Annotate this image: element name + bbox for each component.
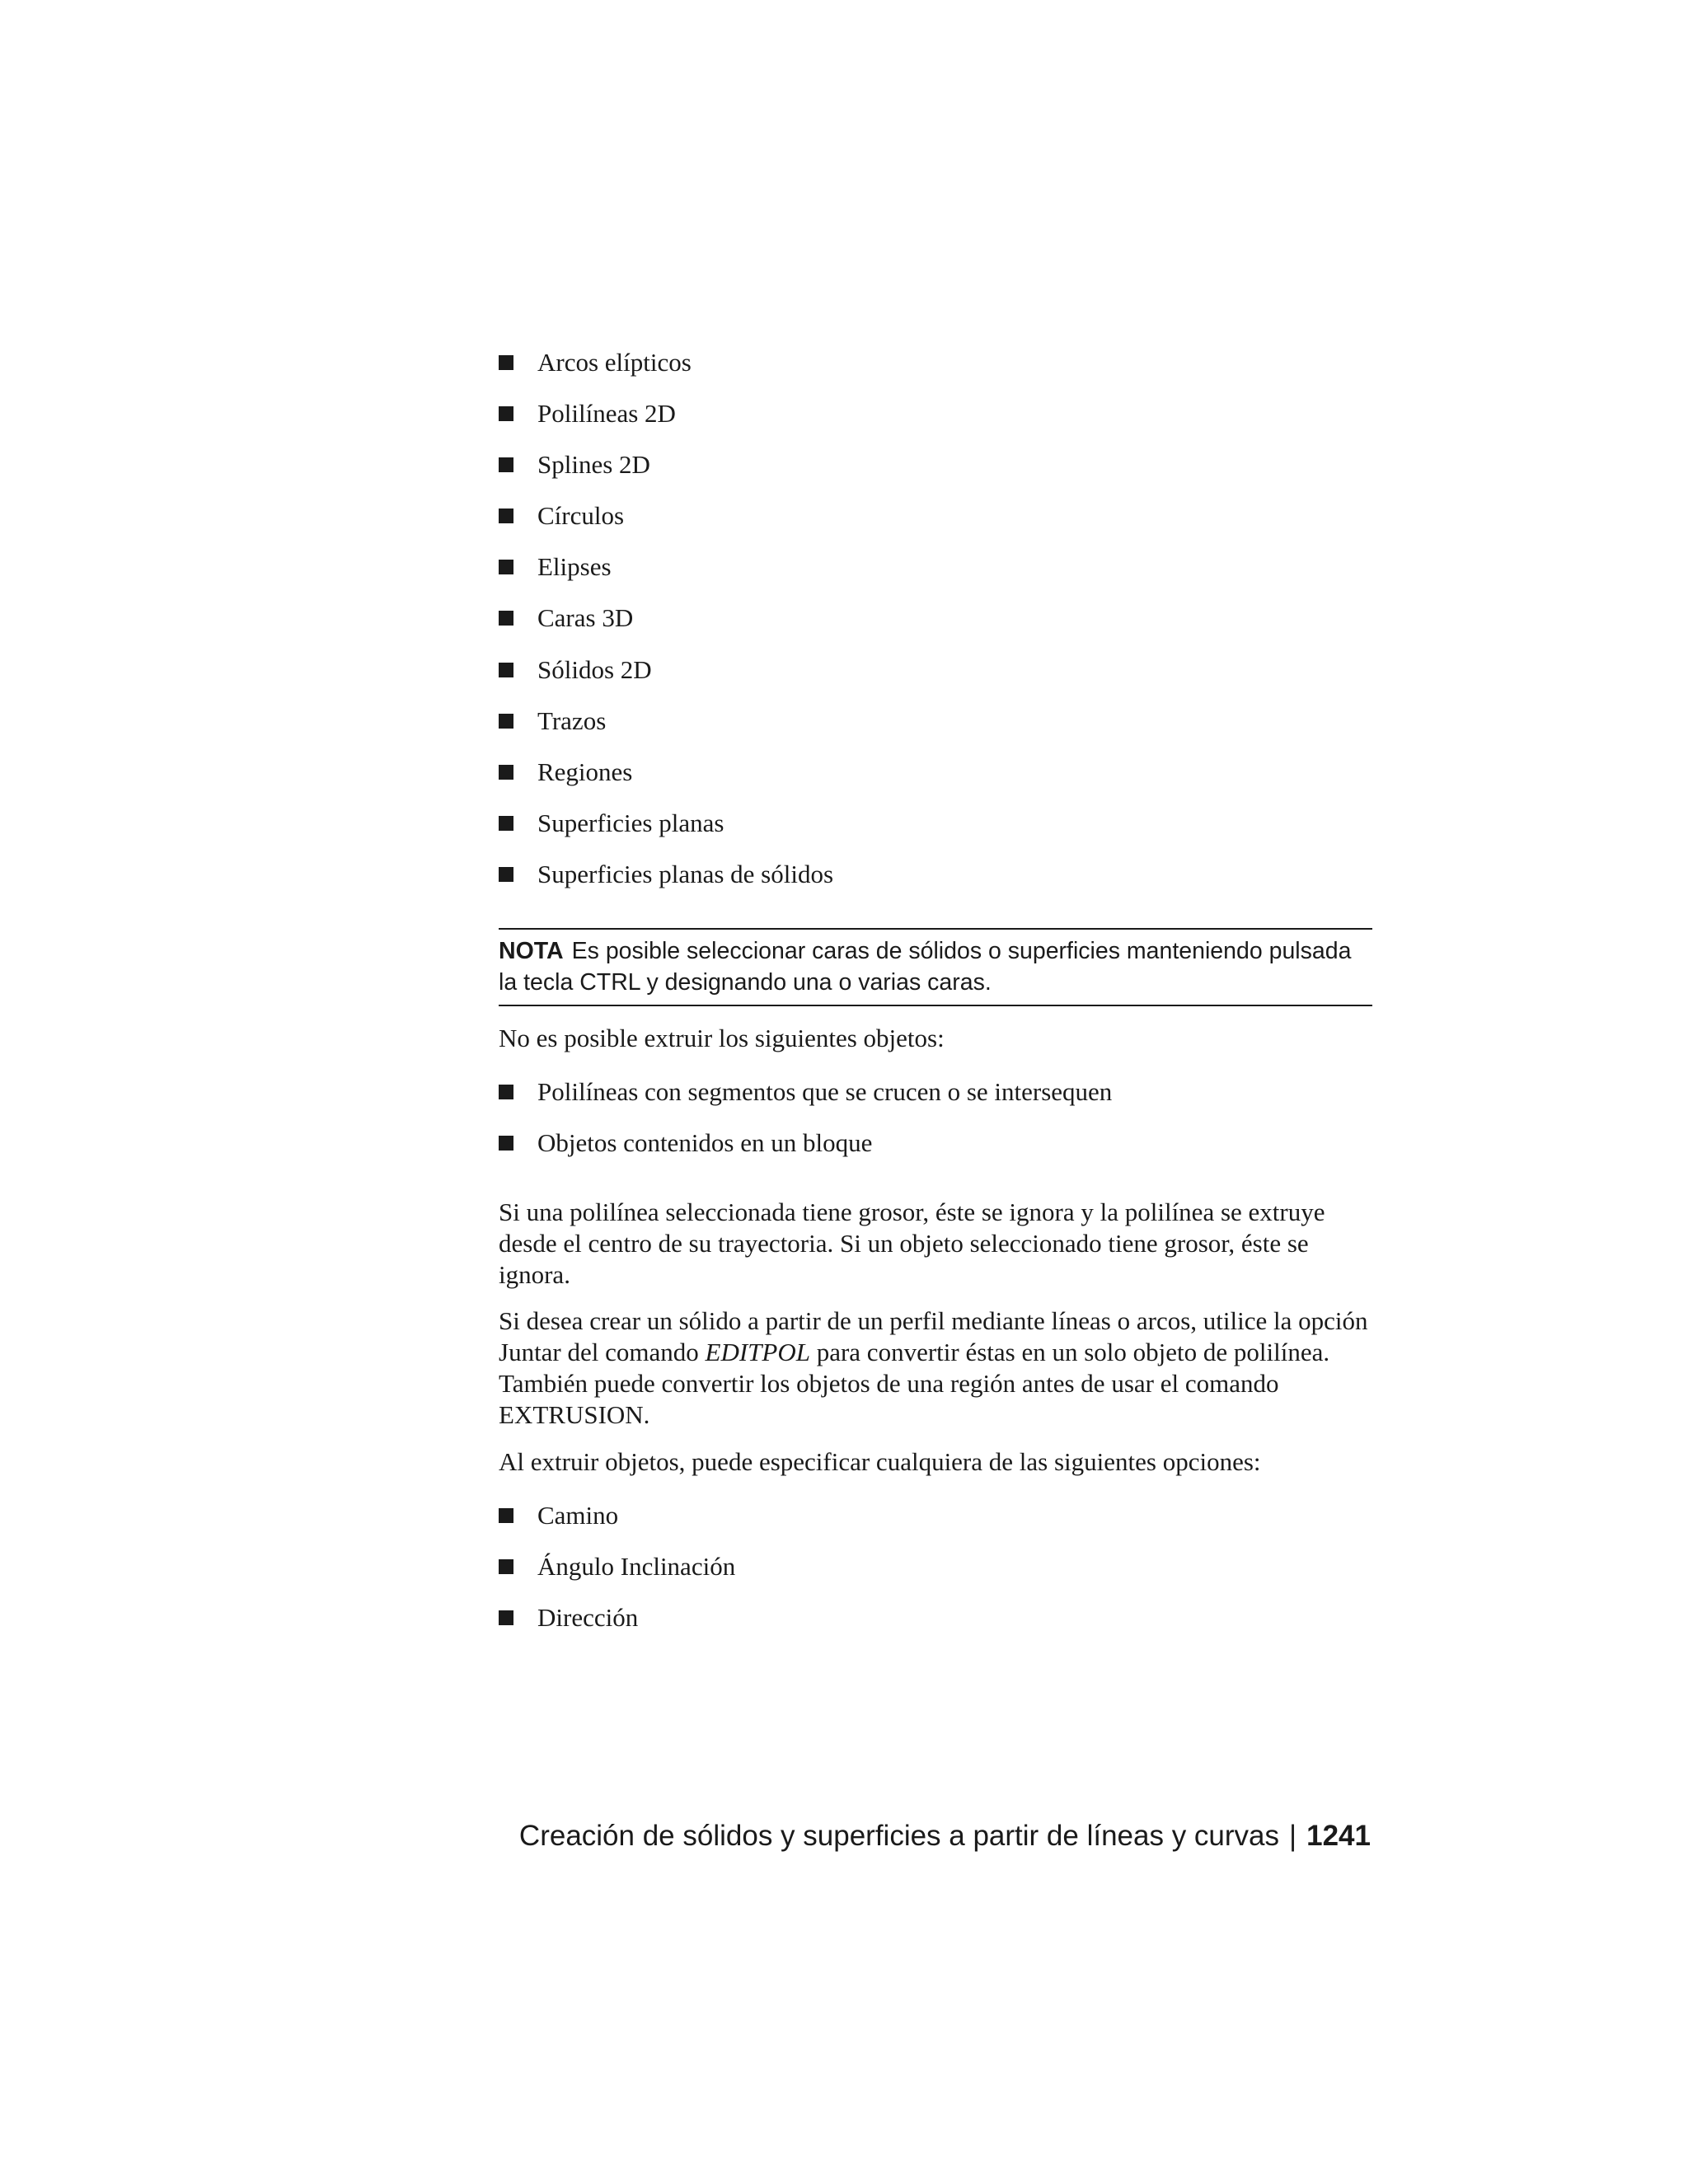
list-item	[499, 757, 1372, 788]
bullet-square-icon	[499, 1136, 513, 1151]
bullet-square-icon	[499, 509, 513, 523]
bullet-square-icon	[499, 560, 513, 574]
paragraph-editpol	[499, 1305, 1372, 1431]
paragraph-thickness: Si una polilínea seleccionada tiene grosor, éste se ignora y la polilínea se extruye desde el centro de su trayectoria. Si un objeto seleccionado tiene grosor, éste se ignora.	[499, 1197, 1325, 1289]
list-item	[499, 859, 1372, 890]
bullet-square-icon	[499, 765, 513, 780]
list-item	[499, 1127, 1372, 1159]
list-item	[499, 347, 1372, 378]
paragraph-editpol-part2: para convertir éstas en un solo objeto de polilínea. También puede convertir los objetos de una región antes de usar el comando EXTRUSION.	[499, 1338, 1330, 1429]
bullet-square-icon	[499, 663, 513, 677]
paragraph-editpol-part1: Si desea crear un sólido a partir de un perfil mediante líneas o arcos, utilice la opción Juntar del comando	[499, 1306, 1368, 1366]
list-item	[499, 1551, 1372, 1582]
bullet-square-icon	[499, 1559, 513, 1574]
list-item	[499, 808, 1372, 839]
list-item-text: Polilíneas 2D	[537, 399, 676, 429]
bullet-square-icon	[499, 867, 513, 882]
extrude-options-list	[499, 1500, 1372, 1653]
list-item-text: Regiones	[537, 757, 633, 786]
list-item	[499, 1602, 1372, 1633]
bullet-square-icon	[499, 816, 513, 831]
list-item-text: Círculos	[537, 501, 625, 531]
list-item-text: Caras 3D	[537, 603, 634, 633]
list-item	[499, 1500, 1372, 1531]
page-number: 1241	[1306, 1820, 1371, 1852]
list-item	[499, 1076, 1372, 1108]
list-item	[499, 449, 1372, 480]
list-item-text: Trazos	[537, 705, 607, 735]
bullet-square-icon	[499, 406, 513, 421]
note-label: NOTA	[499, 938, 564, 964]
list-item-text: Objetos contenidos en un bloque	[537, 1128, 873, 1157]
list-item-text: Arcos elípticos	[537, 348, 692, 377]
not-extrudable-intro: No es posible extruir los siguientes objetos:	[499, 1024, 945, 1052]
editpol-command: EDITPOL	[705, 1338, 810, 1366]
list-item-text: Superficies planas	[537, 808, 724, 837]
bullet-square-icon	[499, 1085, 513, 1099]
footer-chapter-title: Creación de sólidos y superficies a partir de líneas y curvas	[518, 1820, 1280, 1852]
list-item	[499, 654, 1372, 686]
note-box	[499, 928, 1372, 1006]
list-item-text: Camino	[537, 1501, 619, 1530]
list-item	[499, 398, 1372, 429]
list-item-text: Splines 2D	[537, 450, 650, 480]
list-item-text: Superficies planas de sólidos	[537, 859, 834, 888]
list-item-text: Sólidos 2D	[537, 654, 652, 684]
list-item	[499, 551, 1372, 583]
list-item-text: Elipses	[537, 552, 612, 582]
list-item	[499, 602, 1372, 634]
bullet-square-icon	[499, 457, 513, 472]
options-intro: Al extruir objetos, puede especificar cualquiera de las siguientes opciones:	[499, 1447, 1261, 1476]
note-text: Es posible seleccionar caras de sólidos o superficies manteniendo pulsada la tecla CTRL y designando una o varias caras.	[499, 938, 1352, 996]
list-item-text: Polilíneas con segmentos que se crucen o se intersequen	[537, 1077, 1113, 1106]
bullet-square-icon	[499, 611, 513, 626]
bullet-square-icon	[499, 355, 513, 370]
list-item	[499, 705, 1372, 737]
list-item-text: Dirección	[537, 1603, 639, 1632]
bullet-square-icon	[499, 1508, 513, 1523]
bullet-square-icon	[499, 1610, 513, 1625]
list-item	[499, 500, 1372, 532]
bullet-square-icon	[499, 714, 513, 729]
object-type-list	[499, 347, 1372, 910]
list-item-text: Ángulo Inclinación	[537, 1552, 736, 1581]
footer-separator: |	[1289, 1820, 1297, 1852]
page-footer	[519, 1818, 1371, 1854]
not-extrudable-list	[499, 1076, 1372, 1179]
